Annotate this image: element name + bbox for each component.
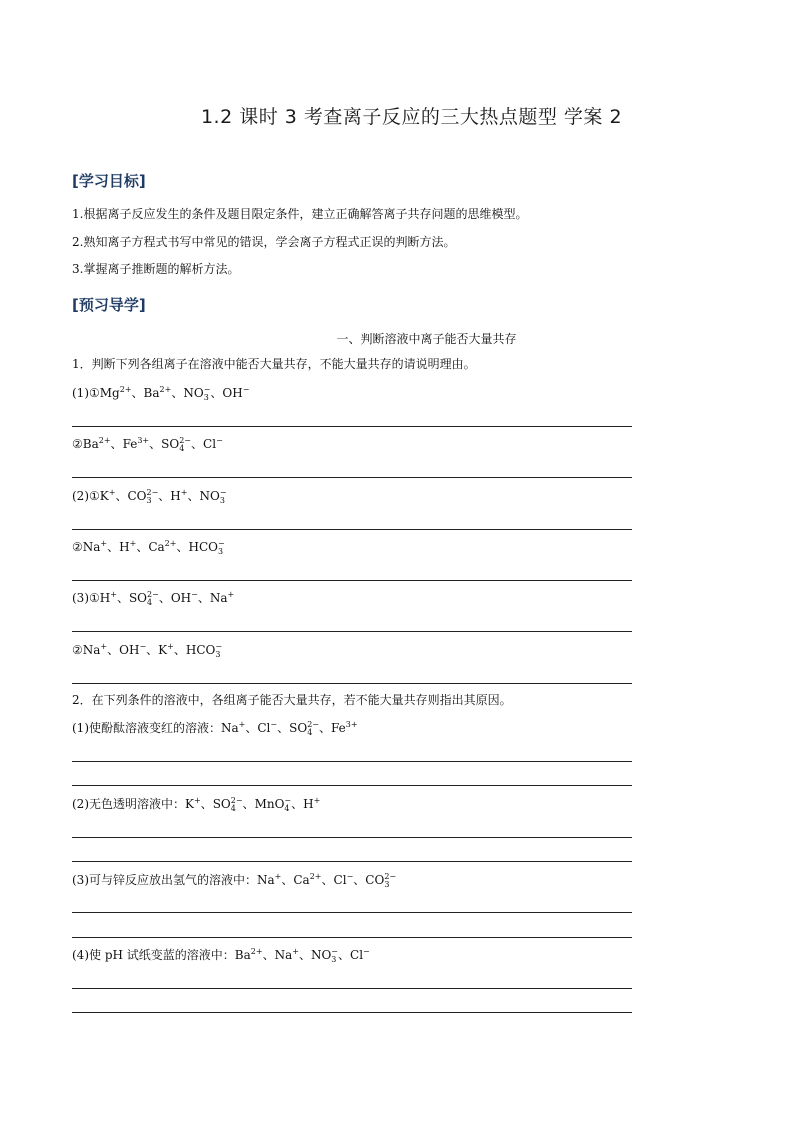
ion (365, 872, 396, 890)
ion-list (185, 797, 320, 811)
ion-charge: 2+ (119, 385, 132, 394)
question-2-stem: 2．在下列条件的溶液中，各组离子能否大量共存，若不能大量共存则指出其原因。 (72, 693, 512, 707)
ion-subscript: 3 (146, 496, 152, 505)
ion (100, 488, 116, 504)
ion-symbol: Cl (203, 437, 217, 451)
ion-list (221, 721, 358, 735)
ion-separator: 、 (298, 948, 311, 962)
ion-symbol: SO (128, 591, 148, 605)
q1-item-2 (72, 436, 223, 454)
ion (350, 947, 370, 963)
answer-line (72, 988, 632, 989)
ion-separator: 、 (107, 643, 120, 657)
ion-subscript: 3 (215, 650, 221, 659)
ion (221, 720, 245, 736)
ion-charge: − (363, 947, 370, 956)
ion-separator: 、 (116, 591, 129, 605)
ion-symbol: Cl (333, 873, 347, 887)
ion (199, 488, 226, 506)
ion-charge: − (216, 436, 223, 445)
section-subheading: 一、判断溶液中离子能否大量共存 (336, 332, 517, 346)
ion-symbol: SO (212, 797, 231, 811)
answer-line (72, 785, 632, 786)
ion-separator: 、 (146, 643, 159, 657)
item-prefix: (2)无色透明溶液中： (72, 797, 185, 811)
q2-item-2 (72, 796, 320, 814)
q1-item-5 (72, 590, 234, 608)
ion (257, 720, 277, 736)
goal-item-1: 1.根据离子反应发生的条件及题目限定条件，建立正确解答离子共存问题的思维模型。 (72, 207, 528, 221)
item-prefix: (1)① (72, 386, 100, 400)
question-1-stem: 1．判断下列各组离子在溶液中能否大量共存，不能大量共存的请说明理由。 (72, 357, 476, 371)
ion (275, 947, 299, 963)
preview-heading: [预习导学] (72, 296, 146, 314)
ion (171, 590, 198, 606)
ion (293, 872, 321, 888)
ion (100, 385, 132, 401)
ion-symbol: H (303, 797, 314, 811)
ion (210, 590, 234, 606)
ion (158, 642, 174, 658)
ion (100, 590, 117, 606)
ion-symbol: Na (274, 948, 293, 962)
ion-symbol: Mg (99, 386, 120, 400)
item-prefix: ② (72, 540, 83, 554)
goal-item-2: 2.熟知离子方程式书写中常见的错误，学会离子方程式正误的判断方法。 (72, 235, 456, 249)
ion (331, 720, 358, 736)
ion-symbol: CO (127, 489, 147, 503)
ion-symbol: Na (82, 643, 101, 657)
ion-subscript: 3 (331, 955, 337, 964)
ion (119, 539, 136, 555)
ion-charge: 2− (230, 796, 243, 805)
ion-separator: 、 (262, 948, 275, 962)
ion-charge: − (242, 385, 250, 394)
ion-separator: 、 (353, 873, 366, 887)
ion-symbol: OH (119, 643, 140, 657)
ion-subscript: 4 (230, 804, 236, 813)
ion-separator: 、 (242, 797, 255, 811)
ion-charge: 2+ (98, 436, 111, 445)
ion-separator: 、 (197, 591, 210, 605)
ion-charge: 3+ (345, 720, 358, 729)
ion-separator: 、 (321, 873, 334, 887)
ion-charge: + (274, 872, 282, 881)
ion-separator: 、 (338, 948, 351, 962)
ion-charge: 2− (147, 590, 159, 599)
ion (311, 947, 338, 965)
ion-list (235, 948, 370, 962)
ion-subscript: 3 (203, 393, 209, 402)
ion-separator: 、 (149, 437, 162, 451)
ion-subscript: 4 (284, 804, 290, 813)
ion-charge: − (203, 385, 211, 394)
ion-charge: 2+ (164, 539, 177, 548)
item-prefix: (2)① (72, 489, 100, 503)
ion-charge: 2− (307, 720, 319, 729)
ion-charge: + (180, 488, 188, 497)
ion-symbol: SO (161, 437, 180, 451)
ion-separator: 、 (187, 489, 200, 503)
answer-line (72, 426, 632, 427)
ion-subscript: 3 (219, 496, 225, 505)
ion-symbol: K (99, 489, 109, 503)
ion-symbol: K (158, 643, 168, 657)
ion-charge: + (167, 642, 174, 651)
ion (144, 385, 172, 401)
ion-symbol: Ba (82, 437, 99, 451)
ion (183, 385, 210, 403)
ion-symbol: Ca (148, 540, 165, 554)
ion-charge: 2+ (250, 947, 263, 956)
ion-charge: − (219, 488, 227, 497)
ion-charge: + (238, 720, 246, 729)
ion-charge: − (331, 947, 338, 956)
answer-line (72, 837, 632, 838)
ion-charge: − (139, 642, 147, 651)
ion-symbol: MnO (254, 797, 285, 811)
ion-subscript: 3 (217, 547, 224, 556)
ion (334, 872, 354, 888)
ion-charge: + (108, 488, 116, 497)
ion-charge: − (191, 590, 198, 599)
ion (257, 872, 281, 888)
item-prefix: (4)使 pH 试纸变蓝的溶液中： (72, 948, 235, 962)
ion-symbol: CO (365, 873, 385, 887)
ion-list (100, 489, 227, 503)
ion-symbol: Cl (257, 721, 271, 735)
ion (123, 436, 150, 452)
ion-symbol: NO (199, 489, 220, 503)
ion-subscript: 3 (384, 880, 390, 889)
ion-charge: − (346, 872, 354, 881)
q1-item-3 (72, 488, 227, 506)
ion-charge: − (284, 796, 292, 805)
q2-item-4 (72, 947, 370, 965)
ion (255, 796, 292, 814)
ion-symbol: H (99, 591, 111, 605)
ion (148, 539, 176, 555)
ion-symbol: Ba (234, 948, 251, 962)
ion-charge: 2− (384, 872, 397, 881)
ion-separator: 、 (158, 489, 171, 503)
ion (303, 796, 320, 812)
ion-symbol: Ca (293, 873, 310, 887)
answer-line (72, 631, 632, 632)
item-prefix: (3)可与锌反应放出氢气的溶液中： (72, 873, 257, 887)
ion (186, 642, 222, 660)
ion-charge: 3+ (137, 436, 150, 445)
answer-line (72, 1012, 632, 1013)
item-prefix: ② (72, 437, 83, 451)
ion-charge: + (292, 947, 299, 956)
goals-heading: [学习目标] (72, 172, 146, 190)
ion-symbol: OH (222, 386, 243, 400)
ion-charge: 2− (179, 436, 192, 445)
ion-symbol: Fe (331, 721, 346, 735)
ion-charge: 2+ (159, 385, 172, 394)
ion (83, 539, 107, 555)
ion-separator: 、 (277, 721, 290, 735)
q1-item-4 (72, 539, 225, 557)
ion-subscript: 4 (179, 444, 185, 453)
ion-subscript: 4 (307, 728, 313, 737)
ion-list (100, 386, 250, 400)
ion-separator: 、 (245, 721, 258, 735)
ion (185, 796, 201, 812)
ion-symbol: Na (221, 721, 239, 735)
ion-symbol: Na (257, 873, 275, 887)
q1-item-1 (72, 385, 249, 403)
ion (129, 590, 159, 608)
ion-separator: 、 (158, 591, 171, 605)
ion-symbol: OH (170, 591, 192, 605)
ion-separator: 、 (131, 386, 144, 400)
ion-separator: 、 (210, 386, 223, 400)
item-prefix: ② (72, 643, 83, 657)
ion-separator: 、 (171, 386, 184, 400)
answer-line (72, 529, 632, 530)
answer-line (72, 477, 632, 478)
ion (127, 488, 158, 506)
ion (83, 436, 111, 452)
q2-item-3 (72, 872, 396, 890)
ion-charge: + (227, 590, 235, 599)
ion-charge: + (313, 796, 321, 805)
ion-subscript: 4 (147, 598, 153, 607)
ion-charge: + (100, 539, 108, 548)
ion-symbol: NO (183, 386, 204, 400)
answer-line (72, 912, 632, 913)
ion (222, 385, 249, 401)
ion (83, 642, 107, 658)
ion-separator: 、 (291, 797, 304, 811)
ion-charge: + (129, 539, 137, 548)
ion-symbol: Na (209, 591, 228, 605)
ion (188, 539, 224, 557)
goal-item-3: 3.掌握离子推断题的解析方法。 (72, 262, 240, 276)
q2-item-1 (72, 720, 358, 738)
q1-item-6 (72, 642, 222, 660)
ion-separator: 、 (281, 873, 294, 887)
ion-charge: + (110, 590, 117, 599)
ion-charge: − (217, 539, 225, 548)
ion-separator: 、 (110, 437, 123, 451)
page-title: 1.2 课时 3 考查离子反应的三大热点题型 学案 2 (200, 106, 623, 128)
ion (203, 436, 223, 452)
ion-list (257, 873, 396, 887)
ion-symbol: NO (310, 948, 332, 962)
ion-symbol: H (119, 540, 130, 554)
item-prefix: (3)① (72, 591, 100, 605)
ion (161, 436, 191, 454)
answer-line (72, 761, 632, 762)
answer-line (72, 937, 632, 938)
ion-charge: 2− (146, 488, 159, 497)
ion-charge: − (270, 720, 278, 729)
ion-separator: 、 (318, 721, 331, 735)
ion-list (83, 437, 223, 451)
ion-symbol: Cl (350, 948, 364, 962)
answer-line (72, 580, 632, 581)
ion (119, 642, 146, 658)
ion-charge: + (193, 796, 201, 805)
ion-symbol: K (185, 797, 194, 811)
ion-list (83, 540, 225, 554)
ion-separator: 、 (176, 540, 189, 554)
answer-line (72, 861, 632, 862)
answer-line (72, 683, 632, 684)
ion-symbol: SO (289, 721, 308, 735)
ion (170, 488, 187, 504)
ion-charge: + (100, 642, 108, 651)
ion-charge: − (215, 642, 223, 651)
ion-symbol: HCO (185, 643, 216, 657)
ion-list (83, 643, 222, 657)
ion-list (100, 591, 234, 605)
ion (289, 720, 319, 738)
ion-symbol: HCO (188, 540, 218, 554)
ion-separator: 、 (173, 643, 186, 657)
ion-symbol: H (170, 489, 181, 503)
ion-symbol: Ba (143, 386, 160, 400)
ion-separator: 、 (191, 437, 204, 451)
item-prefix: (1)使酚酞溶液变红的溶液： (72, 721, 221, 735)
ion-separator: 、 (107, 540, 120, 554)
ion (213, 796, 243, 814)
ion-separator: 、 (200, 797, 213, 811)
ion-symbol: Na (82, 540, 101, 554)
ion-separator: 、 (136, 540, 149, 554)
ion-separator: 、 (115, 489, 128, 503)
ion-charge: 2+ (309, 872, 322, 881)
ion-symbol: Fe (122, 437, 138, 451)
ion (235, 947, 263, 963)
